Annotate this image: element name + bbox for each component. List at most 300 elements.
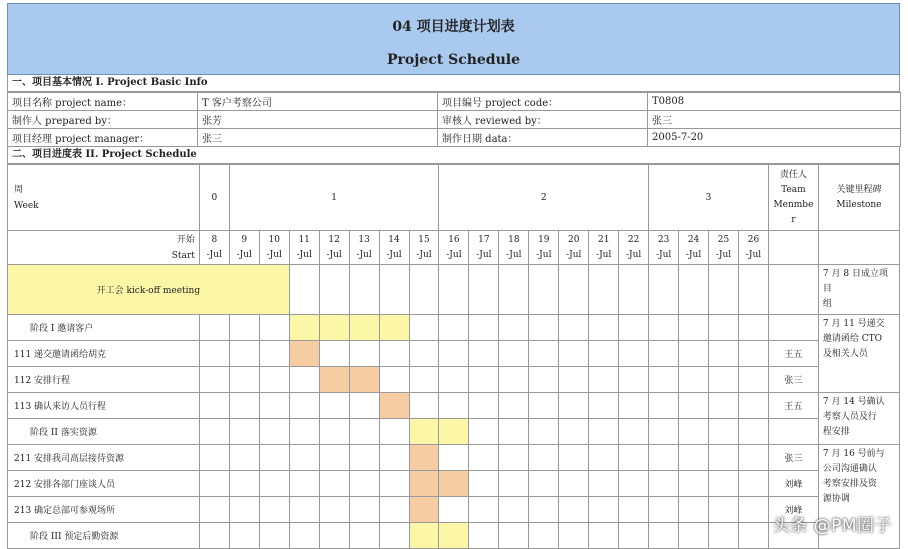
day-cell xyxy=(199,497,229,523)
day-cell xyxy=(619,367,649,393)
day-cell xyxy=(709,523,739,549)
day-cell xyxy=(439,445,469,471)
date-label: 制作日期 data： xyxy=(438,129,648,147)
day-cell xyxy=(679,341,709,367)
day-cell xyxy=(199,231,229,265)
day-cell xyxy=(559,445,589,471)
day-cell xyxy=(349,497,379,523)
day-cell xyxy=(319,445,349,471)
day-cell xyxy=(589,367,619,393)
day-cell xyxy=(679,419,709,445)
milestone-line: 组 xyxy=(822,299,832,309)
day-cell xyxy=(559,231,589,265)
day-cell xyxy=(199,419,229,445)
owner-header-line: 责任人 xyxy=(779,169,807,180)
day-number: 26 xyxy=(747,234,760,245)
day-month: -Jul xyxy=(596,249,612,260)
title-banner xyxy=(7,3,900,75)
title-cn: 04 项目进度计划表 xyxy=(392,19,515,35)
milestone xyxy=(818,265,899,315)
day-cell xyxy=(229,367,259,393)
day-cell xyxy=(589,393,619,419)
day-cell xyxy=(589,445,619,471)
task-owner: 王五 xyxy=(768,393,818,419)
day-cell xyxy=(738,445,768,471)
day-number: 10 xyxy=(268,234,280,245)
day-cell xyxy=(619,341,649,367)
day-cell xyxy=(649,419,679,445)
task-row xyxy=(8,419,900,445)
day-cell xyxy=(738,393,768,419)
day-cell xyxy=(469,341,499,367)
day-cell xyxy=(349,341,379,367)
day-cell xyxy=(439,315,469,341)
owner-header-line: Menmbe xyxy=(773,199,814,210)
milestone-line: 考察人员及行 xyxy=(822,412,877,422)
day-number: 20 xyxy=(568,234,580,245)
day-cell xyxy=(229,471,259,497)
day-month: -Jul xyxy=(625,249,642,260)
day-cell xyxy=(589,315,619,341)
day-cell xyxy=(319,497,349,523)
day-number: 19 xyxy=(538,234,550,245)
day-cell xyxy=(319,341,349,367)
day-cell xyxy=(679,445,709,471)
day-cell xyxy=(589,265,619,315)
day-cell xyxy=(379,523,409,549)
day-cell xyxy=(679,315,709,341)
gantt-bar-cell xyxy=(349,315,379,341)
day-number: 11 xyxy=(298,234,310,245)
day-cell xyxy=(289,471,319,497)
task-owner: 张三 xyxy=(768,367,818,393)
task-name: 阶段 I 邀请客户 xyxy=(8,315,200,341)
day-cell xyxy=(199,445,229,471)
day-cell xyxy=(229,497,259,523)
day-cell xyxy=(559,523,589,549)
day-cell xyxy=(379,265,409,315)
day-cell xyxy=(319,419,349,445)
day-number: 9 xyxy=(241,234,248,245)
gantt-bar-cell xyxy=(319,367,349,393)
day-cell xyxy=(499,471,529,497)
task-name: 212 安排各部门座谈人员 xyxy=(8,471,200,497)
task-owner xyxy=(768,419,818,445)
day-cell xyxy=(259,231,289,265)
day-cell xyxy=(499,231,529,265)
milestone xyxy=(818,315,899,393)
day-cell xyxy=(709,471,739,497)
milestone-line: 7 月 16 号前与 xyxy=(822,449,885,459)
day-cell xyxy=(439,265,469,315)
day-cell xyxy=(559,367,589,393)
week-label-cn: 周 xyxy=(14,184,24,195)
day-number: 18 xyxy=(508,234,520,245)
task-row xyxy=(8,471,900,497)
milestone-header-filler xyxy=(818,231,899,265)
day-cell xyxy=(379,341,409,367)
task-owner xyxy=(768,315,818,341)
day-cell xyxy=(619,523,649,549)
week-2: 2 xyxy=(439,165,649,231)
task-row xyxy=(8,315,900,341)
gantt-bar-cell xyxy=(379,393,409,419)
day-cell xyxy=(289,231,319,265)
milestone-header-en: Milestone xyxy=(836,199,882,210)
day-cell xyxy=(619,315,649,341)
day-cell xyxy=(289,445,319,471)
day-cell xyxy=(409,341,439,367)
day-number: 8 xyxy=(211,234,218,245)
day-cell xyxy=(499,393,529,419)
task-name: 112 安排行程 xyxy=(8,367,200,393)
day-month: -Jul xyxy=(715,249,732,260)
task-row xyxy=(8,265,900,315)
day-month: -Jul xyxy=(356,249,372,260)
day-month: -Jul xyxy=(446,249,462,260)
day-cell xyxy=(289,419,319,445)
day-cell xyxy=(649,445,679,471)
reviewed-by-label: 审核人 reviewed by： xyxy=(438,111,648,129)
day-number: 12 xyxy=(328,234,340,245)
day-cell xyxy=(469,497,499,523)
task-name: 211 安排我司高层接待资源 xyxy=(8,445,200,471)
day-cell xyxy=(349,523,379,549)
day-cell xyxy=(349,265,379,315)
owner-header-filler xyxy=(768,231,818,265)
gantt-bar-cell xyxy=(349,367,379,393)
milestone xyxy=(818,393,899,445)
project-code-value: T0808 xyxy=(648,93,901,111)
day-cell xyxy=(289,393,319,419)
day-cell xyxy=(499,341,529,367)
project-code-label: 项目编号 project code： xyxy=(438,93,648,111)
day-cell xyxy=(679,231,709,265)
milestone-line: 7 月 14 号确认 xyxy=(822,397,885,407)
day-cell xyxy=(619,393,649,419)
week-label-en: Week xyxy=(14,200,39,211)
day-cell xyxy=(649,315,679,341)
gantt-bar-cell xyxy=(409,471,439,497)
day-cell xyxy=(229,315,259,341)
day-cell xyxy=(379,445,409,471)
milestone-line: 公司沟通确认 xyxy=(822,464,877,474)
task-row xyxy=(8,367,900,393)
week-0: 0 xyxy=(199,165,229,231)
day-cell xyxy=(619,231,649,265)
day-cell xyxy=(738,471,768,497)
task-owner: 刘峰 xyxy=(768,471,818,497)
day-cell xyxy=(259,471,289,497)
day-cell xyxy=(589,523,619,549)
owner-header-line: Team xyxy=(781,184,806,195)
day-cell xyxy=(679,471,709,497)
day-cell xyxy=(229,523,259,549)
day-month: -Jul xyxy=(296,249,312,260)
day-cell xyxy=(709,445,739,471)
day-month: -Jul xyxy=(416,249,432,260)
day-cell xyxy=(529,315,559,341)
day-cell xyxy=(529,231,559,265)
day-cell xyxy=(229,393,259,419)
day-month: -Jul xyxy=(386,249,402,260)
task-name: 阶段 III 预定后勤资源 xyxy=(8,523,200,549)
milestone-line: 7 月 8 日成立项目 xyxy=(822,269,888,294)
day-cell xyxy=(649,231,679,265)
gantt-bar-cell xyxy=(319,315,349,341)
day-cell xyxy=(289,265,319,315)
day-month: -Jul xyxy=(206,249,222,260)
day-cell xyxy=(649,367,679,393)
day-cell xyxy=(529,393,559,419)
day-cell xyxy=(259,393,289,419)
day-number: 17 xyxy=(478,234,490,245)
week-1: 1 xyxy=(229,165,439,231)
day-cell xyxy=(499,265,529,315)
day-number: 22 xyxy=(627,234,640,245)
task-row xyxy=(8,341,900,367)
day-cell xyxy=(199,393,229,419)
day-cell xyxy=(589,341,619,367)
day-cell xyxy=(259,497,289,523)
milestone-line: 及相关人员 xyxy=(822,349,868,359)
gantt-bar-cell xyxy=(379,315,409,341)
day-cell xyxy=(499,497,529,523)
day-cell xyxy=(199,315,229,341)
task-row xyxy=(8,393,900,419)
day-cell xyxy=(619,471,649,497)
day-cell xyxy=(529,445,559,471)
start-label xyxy=(8,231,200,265)
day-cell xyxy=(589,471,619,497)
day-cell xyxy=(738,265,768,315)
gantt-bar-cell xyxy=(289,341,319,367)
day-cell xyxy=(259,315,289,341)
day-cell xyxy=(529,471,559,497)
task-owner: 王五 xyxy=(768,341,818,367)
project-name-value: T 客户考察公司 xyxy=(198,93,438,111)
day-cell xyxy=(738,341,768,367)
day-cell xyxy=(439,231,469,265)
day-cell xyxy=(469,523,499,549)
day-cell xyxy=(709,497,739,523)
day-month: -Jul xyxy=(506,249,522,260)
day-cell xyxy=(649,523,679,549)
day-cell xyxy=(559,315,589,341)
day-cell xyxy=(679,367,709,393)
prepared-by-label: 制作人 prepared by： xyxy=(8,111,198,129)
gantt-bar-cell xyxy=(289,315,319,341)
day-month: -Jul xyxy=(745,249,762,260)
day-cell xyxy=(499,315,529,341)
day-cell xyxy=(499,445,529,471)
day-cell xyxy=(649,471,679,497)
day-cell xyxy=(469,445,499,471)
day-cell xyxy=(738,231,768,265)
day-cell xyxy=(439,367,469,393)
day-cell xyxy=(319,231,349,265)
day-cell xyxy=(469,367,499,393)
day-cell xyxy=(229,231,259,265)
day-cell xyxy=(409,393,439,419)
day-cell xyxy=(289,497,319,523)
day-number: 21 xyxy=(597,234,610,245)
day-cell xyxy=(469,471,499,497)
day-month: -Jul xyxy=(536,249,552,260)
day-cell xyxy=(349,471,379,497)
reviewed-by-value: 张三 xyxy=(648,111,901,129)
gantt-bar-cell xyxy=(409,445,439,471)
day-cell xyxy=(259,367,289,393)
day-cell xyxy=(709,341,739,367)
day-cell xyxy=(649,393,679,419)
day-cell xyxy=(499,419,529,445)
day-cell xyxy=(379,419,409,445)
milestone-header-cn: 关键里程碑 xyxy=(836,184,882,195)
day-cell xyxy=(738,497,768,523)
day-cell xyxy=(469,393,499,419)
task-owner: 张三 xyxy=(768,445,818,471)
day-number: 16 xyxy=(448,234,460,245)
day-cell xyxy=(499,367,529,393)
day-cell xyxy=(679,523,709,549)
gantt-bar-cell xyxy=(439,523,469,549)
day-cell xyxy=(529,419,559,445)
milestone-line: 程安排 xyxy=(822,427,850,437)
day-cell xyxy=(619,265,649,315)
day-cell xyxy=(589,419,619,445)
day-cell xyxy=(259,523,289,549)
project-name-label: 项目名称 project name： xyxy=(8,93,198,111)
day-cell xyxy=(619,497,649,523)
day-cell xyxy=(738,523,768,549)
task-row xyxy=(8,523,900,549)
day-cell xyxy=(199,523,229,549)
day-cell xyxy=(709,231,739,265)
day-month: -Jul xyxy=(266,249,282,260)
day-cell xyxy=(738,367,768,393)
watermark: 头条 @PM圈子 xyxy=(772,516,892,536)
day-cell xyxy=(439,393,469,419)
milestone-line: 源协调 xyxy=(822,494,850,504)
day-cell xyxy=(199,367,229,393)
day-cell xyxy=(529,523,559,549)
day-cell xyxy=(439,497,469,523)
milestone-line: 邀请函给 CTO xyxy=(822,334,883,344)
day-cell xyxy=(529,265,559,315)
start-label-cn: 开始 xyxy=(176,234,195,245)
day-month: -Jul xyxy=(236,249,252,260)
task-name: 213 确定总部可参观场所 xyxy=(8,497,200,523)
day-cell xyxy=(738,419,768,445)
milestone-header xyxy=(818,165,899,231)
day-cell xyxy=(199,471,229,497)
day-cell xyxy=(559,341,589,367)
task-owner: 刘峰 xyxy=(768,497,818,523)
day-cell xyxy=(199,341,229,367)
day-cell xyxy=(679,497,709,523)
day-cell xyxy=(379,497,409,523)
day-cell xyxy=(649,497,679,523)
day-cell xyxy=(679,265,709,315)
basic-info-section-title: 一、项目基本情况 I. Project Basic Info xyxy=(7,75,900,92)
day-cell xyxy=(499,523,529,549)
prepared-by-value: 张芳 xyxy=(198,111,438,129)
day-cell xyxy=(709,315,739,341)
day-cell xyxy=(409,231,439,265)
gantt-bar-cell xyxy=(409,523,439,549)
day-number: 25 xyxy=(717,234,730,245)
day-cell xyxy=(559,419,589,445)
day-cell xyxy=(409,265,439,315)
day-cell xyxy=(469,315,499,341)
gantt-bar-cell xyxy=(439,419,469,445)
day-cell xyxy=(289,367,319,393)
day-cell xyxy=(409,315,439,341)
schedule-section-title: 二、项目进度表 II. Project Schedule xyxy=(7,147,900,164)
day-cell xyxy=(709,367,739,393)
day-month: -Jul xyxy=(655,249,672,260)
day-number: 23 xyxy=(657,234,670,245)
day-cell xyxy=(559,497,589,523)
day-number: 15 xyxy=(418,234,430,245)
day-cell xyxy=(379,367,409,393)
task-name: 111 递交邀请函给胡克 xyxy=(8,341,200,367)
day-cell xyxy=(349,231,379,265)
day-cell xyxy=(379,231,409,265)
day-cell xyxy=(709,419,739,445)
title-en: Project Schedule xyxy=(387,52,520,68)
day-cell xyxy=(289,523,319,549)
day-number: 14 xyxy=(388,234,400,245)
manager-value: 张三 xyxy=(198,129,438,147)
basic-info-table xyxy=(7,92,901,147)
gantt-bar-cell xyxy=(409,497,439,523)
day-cell xyxy=(559,265,589,315)
day-cell xyxy=(259,419,289,445)
day-cell xyxy=(409,367,439,393)
manager-label: 项目经理 project manager： xyxy=(8,129,198,147)
owner-header-line: r xyxy=(791,214,796,225)
day-cell xyxy=(619,419,649,445)
gantt-bar-cell xyxy=(439,471,469,497)
day-cell xyxy=(649,341,679,367)
day-cell xyxy=(229,445,259,471)
day-cell xyxy=(319,471,349,497)
day-cell xyxy=(589,497,619,523)
week-3: 3 xyxy=(649,165,769,231)
day-cell xyxy=(319,523,349,549)
milestone-line: 考察安排及资 xyxy=(822,479,877,489)
day-cell xyxy=(229,341,259,367)
date-value: 2005-7-20 xyxy=(648,129,901,147)
day-cell xyxy=(529,367,559,393)
day-cell xyxy=(439,341,469,367)
day-cell xyxy=(229,419,259,445)
day-cell xyxy=(709,393,739,419)
day-cell xyxy=(649,265,679,315)
day-cell xyxy=(469,419,499,445)
day-cell xyxy=(679,393,709,419)
day-cell xyxy=(709,265,739,315)
owner-header xyxy=(768,165,818,231)
day-cell xyxy=(589,231,619,265)
day-cell xyxy=(349,419,379,445)
day-cell xyxy=(529,341,559,367)
day-cell xyxy=(469,231,499,265)
day-cell xyxy=(559,393,589,419)
week-label xyxy=(8,165,200,231)
